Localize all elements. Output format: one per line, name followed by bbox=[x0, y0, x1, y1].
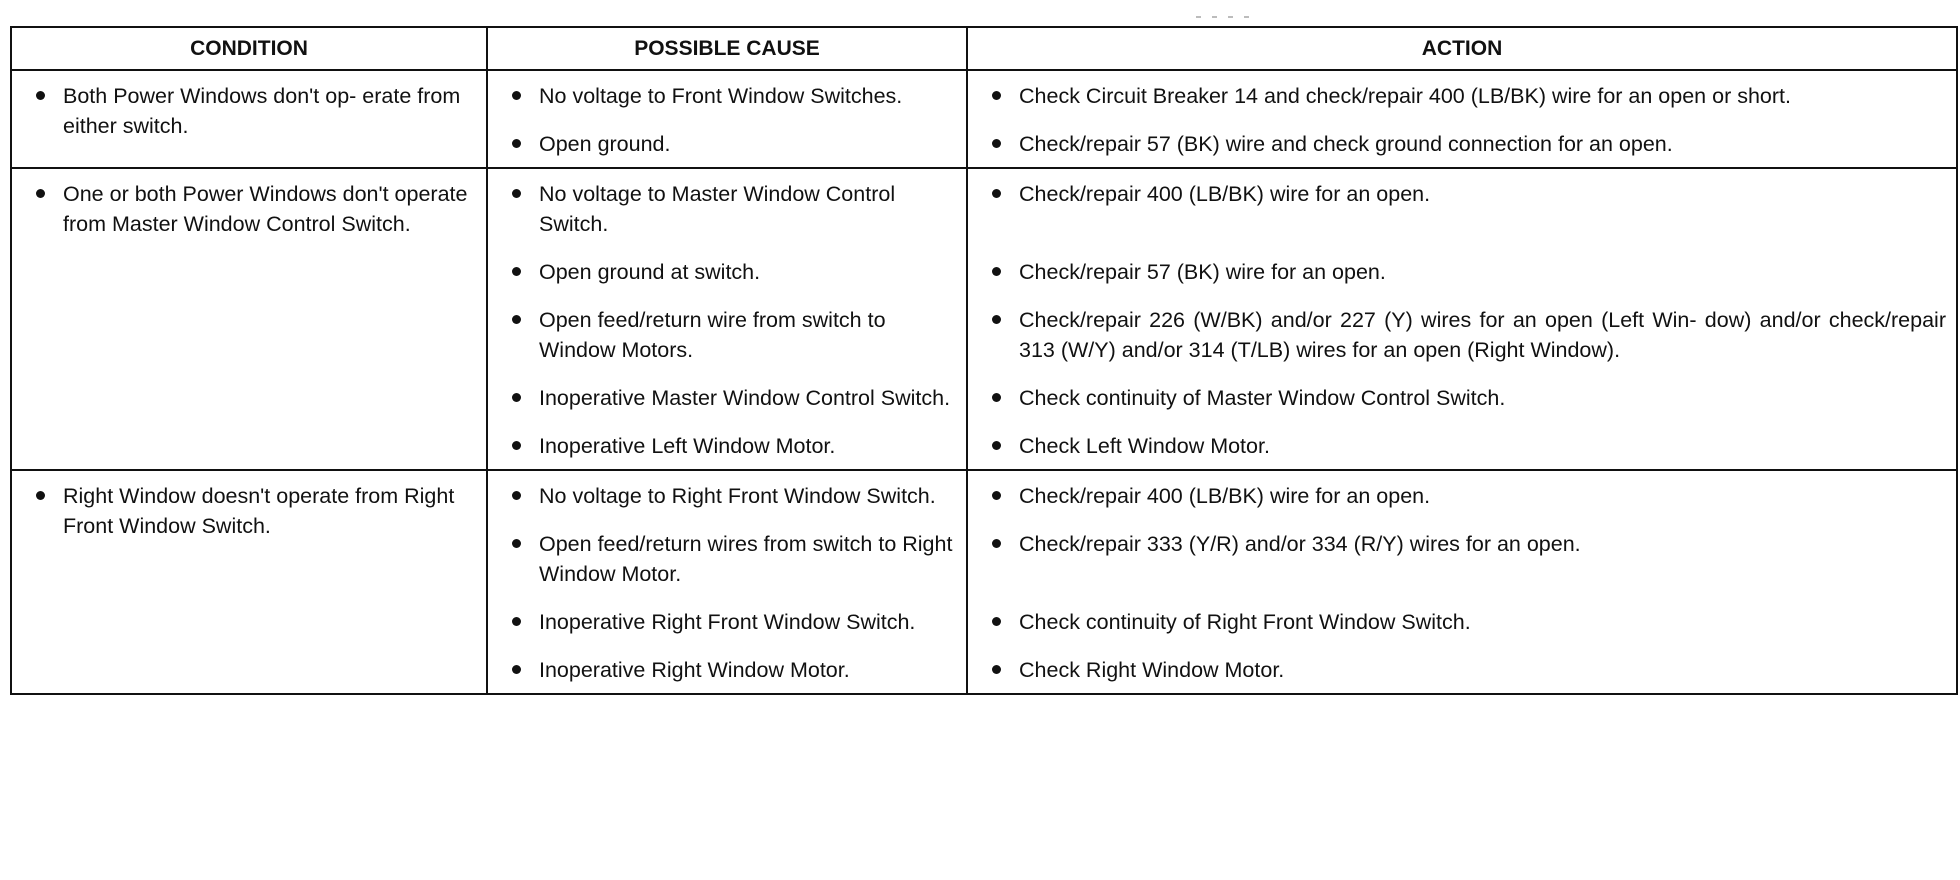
action-cell bbox=[967, 421, 1957, 470]
cause-text: Inoperative Right Window Motor. bbox=[539, 658, 850, 682]
bullet-icon bbox=[512, 539, 521, 548]
cause-text: Open feed/return wires from switch to Right Window Motor. bbox=[539, 532, 953, 586]
action-text: Check/repair 57 (BK) wire for an open. bbox=[1019, 260, 1386, 284]
bullet-icon bbox=[992, 315, 1001, 324]
action-text: Check/repair 333 (Y/R) and/or 334 (R/Y) wires for an open. bbox=[1019, 532, 1581, 556]
table-header bbox=[11, 27, 1957, 70]
action-cell bbox=[967, 295, 1957, 373]
cause-entry bbox=[498, 431, 956, 461]
action-text: Check/repair 400 (LB/BK) wire for an open. bbox=[1019, 484, 1431, 508]
condition-cell bbox=[11, 70, 487, 168]
bullet-icon bbox=[992, 665, 1001, 674]
cause-entry bbox=[498, 305, 956, 365]
condition-entry bbox=[22, 179, 476, 239]
cause-cell bbox=[487, 70, 967, 119]
action-entry bbox=[978, 607, 1946, 637]
cause-cell bbox=[487, 470, 967, 519]
bullet-icon bbox=[992, 491, 1001, 500]
action-text: Check/repair 57 (BK) wire and check ground connection for an open. bbox=[1019, 132, 1673, 156]
scan-artifact bbox=[1196, 16, 1260, 18]
cause-entry bbox=[498, 655, 956, 685]
action-cell bbox=[967, 70, 1957, 119]
cause-entry bbox=[498, 129, 956, 159]
table-row bbox=[11, 70, 1957, 119]
cause-cell bbox=[487, 597, 967, 645]
cause-cell bbox=[487, 645, 967, 694]
table-body bbox=[11, 70, 1957, 694]
action-cell bbox=[967, 519, 1957, 597]
action-entry bbox=[978, 655, 1946, 685]
cause-entry bbox=[498, 81, 956, 111]
action-cell bbox=[967, 373, 1957, 421]
bullet-icon bbox=[992, 539, 1001, 548]
cause-entry bbox=[498, 179, 956, 239]
bullet-icon bbox=[992, 139, 1001, 148]
cause-entry bbox=[498, 529, 956, 589]
bullet-icon bbox=[512, 441, 521, 450]
action-cell bbox=[967, 645, 1957, 694]
bullet-icon bbox=[512, 665, 521, 674]
action-entry bbox=[978, 81, 1946, 111]
header-row bbox=[11, 27, 1957, 70]
action-entry bbox=[978, 481, 1946, 511]
condition-cell bbox=[11, 168, 487, 470]
action-entry bbox=[978, 129, 1946, 159]
cause-cell bbox=[487, 295, 967, 373]
cause-text: Open feed/return wire from switch to Window Motors. bbox=[539, 308, 886, 362]
cause-text: No voltage to Master Window Control Switch. bbox=[539, 182, 896, 236]
bullet-icon bbox=[992, 267, 1001, 276]
action-text: Check continuity of Right Front Window Switch. bbox=[1019, 610, 1471, 634]
cause-entry bbox=[498, 607, 956, 637]
cause-entry bbox=[498, 481, 956, 511]
bullet-icon bbox=[512, 139, 521, 148]
condition-entry bbox=[22, 481, 476, 541]
condition-cell bbox=[11, 470, 487, 694]
table-row bbox=[11, 168, 1957, 247]
action-cell bbox=[967, 119, 1957, 168]
cause-text: Inoperative Left Window Motor. bbox=[539, 434, 836, 458]
cause-text: No voltage to Front Window Switches. bbox=[539, 84, 903, 108]
cause-entry bbox=[498, 257, 956, 287]
condition-text: One or both Power Windows don't operate from Master Window Control Switch. bbox=[63, 182, 468, 236]
cause-cell bbox=[487, 168, 967, 247]
action-entry bbox=[978, 383, 1946, 413]
action-entry bbox=[978, 179, 1946, 209]
condition-text: Right Window doesn't operate from Right Front Window Switch. bbox=[63, 484, 455, 538]
table-row bbox=[11, 470, 1957, 519]
cause-text: Inoperative Right Front Window Switch. bbox=[539, 610, 916, 634]
bullet-icon bbox=[992, 617, 1001, 626]
bullet-icon bbox=[512, 91, 521, 100]
bullet-icon bbox=[512, 491, 521, 500]
header-condition: CONDITION bbox=[11, 27, 487, 70]
condition-text: Both Power Windows don't op- erate from either switch. bbox=[63, 84, 461, 138]
action-cell bbox=[967, 470, 1957, 519]
action-text: Check Right Window Motor. bbox=[1019, 658, 1285, 682]
diagnosis-page bbox=[10, 26, 1956, 695]
bullet-icon bbox=[992, 393, 1001, 402]
cause-text: Inoperative Master Window Control Switch. bbox=[539, 386, 951, 410]
condition-entry bbox=[22, 81, 476, 141]
action-text: Check/repair 226 (W/BK) and/or 227 (Y) wires for an open (Left Win- dow) and/or check/repair 313 (W/Y) and/or 314 (T/LB) wires for an open (Right Window). bbox=[1019, 308, 1946, 362]
bullet-icon bbox=[512, 393, 521, 402]
action-cell bbox=[967, 247, 1957, 295]
action-entry bbox=[978, 257, 1946, 287]
cause-text: Open ground. bbox=[539, 132, 671, 156]
action-entry bbox=[978, 529, 1946, 559]
bullet-icon bbox=[512, 315, 521, 324]
action-cell bbox=[967, 168, 1957, 247]
action-text: Check Left Window Motor. bbox=[1019, 434, 1270, 458]
action-text: Check Circuit Breaker 14 and check/repair 400 (LB/BK) wire for an open or short. bbox=[1019, 84, 1791, 108]
bullet-icon bbox=[512, 617, 521, 626]
header-action: ACTION bbox=[967, 27, 1957, 70]
bullet-icon bbox=[992, 441, 1001, 450]
cause-cell bbox=[487, 373, 967, 421]
cause-cell bbox=[487, 519, 967, 597]
cause-text: No voltage to Right Front Window Switch. bbox=[539, 484, 936, 508]
cause-cell bbox=[487, 119, 967, 168]
cause-text: Open ground at switch. bbox=[539, 260, 761, 284]
action-entry bbox=[978, 305, 1946, 365]
bullet-icon bbox=[36, 491, 45, 500]
action-text: Check continuity of Master Window Control Switch. bbox=[1019, 386, 1506, 410]
cause-cell bbox=[487, 421, 967, 470]
cause-entry bbox=[498, 383, 956, 413]
action-text: Check/repair 400 (LB/BK) wire for an open. bbox=[1019, 182, 1431, 206]
diagnosis-table bbox=[10, 26, 1958, 695]
bullet-icon bbox=[512, 267, 521, 276]
bullet-icon bbox=[36, 91, 45, 100]
bullet-icon bbox=[992, 189, 1001, 198]
action-cell bbox=[967, 597, 1957, 645]
cause-cell bbox=[487, 247, 967, 295]
bullet-icon bbox=[36, 189, 45, 198]
header-possible-cause: POSSIBLE CAUSE bbox=[487, 27, 967, 70]
bullet-icon bbox=[992, 91, 1001, 100]
bullet-icon bbox=[512, 189, 521, 198]
action-entry bbox=[978, 431, 1946, 461]
